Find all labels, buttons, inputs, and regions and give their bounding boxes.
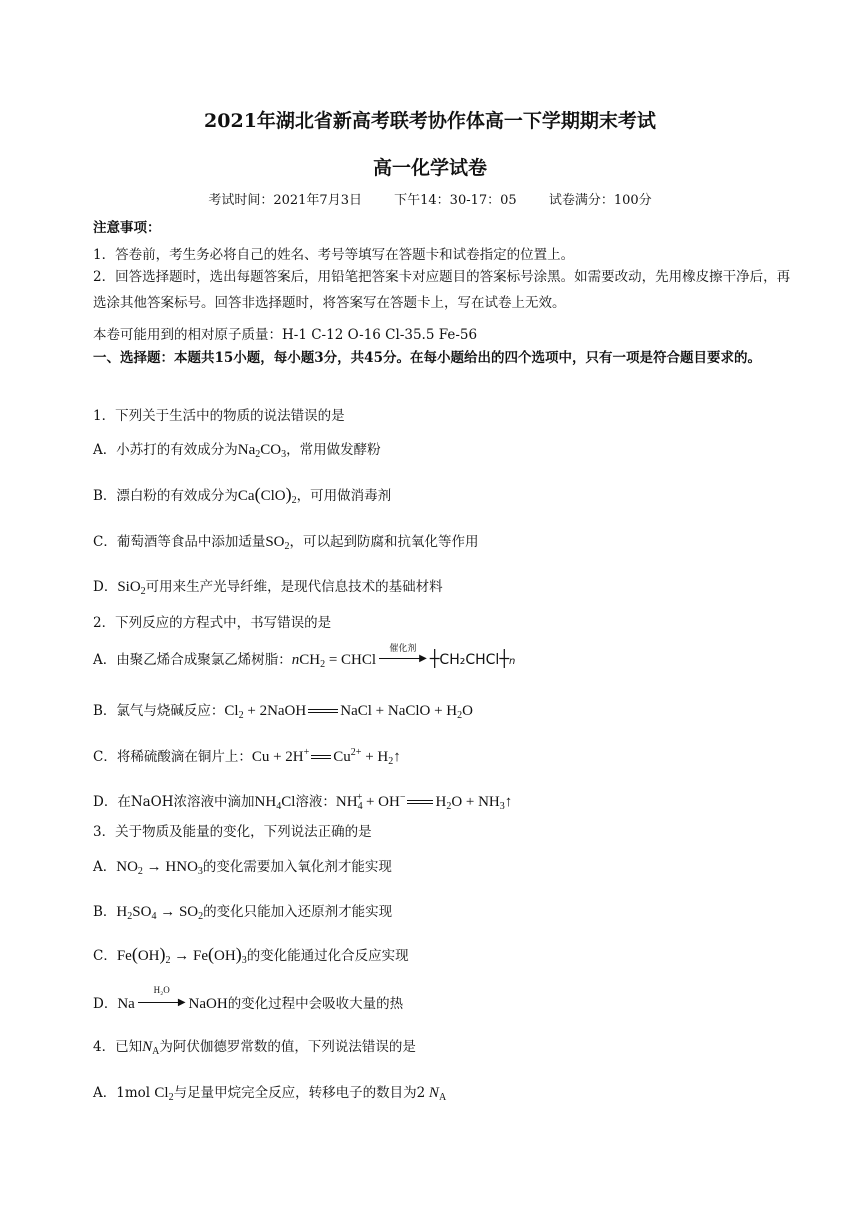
- atomic-mass-note: 本卷可能用到的相对原子质量：H-1 C-12 O-16 Cl-35.5 Fe-56: [93, 327, 478, 343]
- exam-subtitle: 高一化学试卷: [372, 157, 487, 179]
- q4-stem-post: 为阿伏伽德罗常数的值，下列说法错误的是: [159, 1039, 416, 1055]
- q4-stem: [93, 1035, 416, 1057]
- q1-d-post: 可用来生产光导纤维，是现代信息技术的基础材料: [145, 579, 443, 595]
- q4-a-post: 与足量甲烷完全反应，转移电子的数目为2: [173, 1085, 426, 1101]
- q2-option-d: [93, 790, 512, 812]
- q1-d-pre: D．: [93, 579, 118, 595]
- q3-b-pre: B．: [93, 904, 117, 920]
- q3-c-post: 的变化能通过化合反应实现: [246, 948, 409, 964]
- q4-stem-pre: 4．已知: [93, 1039, 143, 1055]
- q1-b-pre: B．漂白粉的有效成分为: [93, 488, 238, 504]
- formula-ca-clo2: $Ca(ClO)_2$: [237, 484, 297, 506]
- q1-option-a: [93, 438, 381, 460]
- q3-option-a: [93, 855, 392, 877]
- exam-meta: [0, 189, 860, 208]
- symbol-na-2: $N_A$: [428, 1085, 447, 1103]
- polymer-formula: ┼CH₂CHCl┼n: [429, 649, 516, 668]
- q3-option-b: [93, 900, 392, 922]
- q1-stem: 1．下列关于生活中的物质的说法错误的是: [93, 408, 345, 424]
- q3-d-post: 的变化过程中会吸收大量的热: [227, 996, 404, 1012]
- formula-nh4cl: $NH_4Cl$: [254, 794, 296, 812]
- q3-b-post: 的变化只能加入还原剂才能实现: [203, 904, 393, 920]
- q1-option-c: [93, 530, 479, 552]
- formula-na2co3: $Na_2CO_3$: [237, 442, 287, 460]
- note-item-1: 1．答卷前，考生务必将自己的姓名、考号等填写在答题卡和试卷指定的位置上。: [93, 247, 575, 263]
- symbol-na: $N_A$: [142, 1039, 160, 1057]
- q2-a-pre: A．由聚乙烯合成聚氯乙烯树脂：: [93, 652, 292, 668]
- q3-option-c: [93, 944, 409, 966]
- water-arrow: H₂O ▶: [138, 996, 186, 1013]
- equation-cl2-naoh: $Cl_2$ + 2NaOH NaCl + NaClO + $H_2O$: [224, 703, 473, 721]
- section1-heading: 一、选择题：本题共15小题，每小题3分，共45分。在每小题给出的四个选项中，只有一项是符合题目要求的。: [93, 350, 761, 366]
- q2-b-pre: B．氯气与烧碱反应：: [93, 703, 225, 719]
- q2-c-pre: C．将稀硫酸滴在铜片上：: [93, 749, 252, 765]
- formula-cl2: $Cl_2$: [154, 1085, 174, 1103]
- q3-a-pre: A．: [93, 859, 117, 875]
- q2-option-b: [93, 699, 473, 721]
- q3-option-d: [93, 985, 404, 1013]
- q4-a-pre: A．1mol: [93, 1085, 155, 1101]
- formula-so2: $SO_2$: [265, 534, 290, 552]
- equation-cu-h: Cu + 2H+ $Cu^{2+}$ + $H_2↑$: [251, 747, 401, 767]
- equation-na-naoh: Na H₂O ▶ NaOH: [117, 985, 228, 1012]
- q3-a-post: 的变化需要加入氧化剂才能实现: [202, 859, 392, 875]
- q3-c-pre: C．: [93, 948, 117, 964]
- q1-a-post: ，常用做发酵粉: [286, 442, 381, 458]
- q4-option-a: [93, 1081, 446, 1103]
- q2-d-mid: 溶液：: [295, 794, 336, 810]
- catalyst-label: 催化剂: [389, 643, 417, 653]
- catalyst-arrow: 催化剂 ▶: [379, 652, 427, 669]
- formula-no2-hno3: $NO_2 \to HNO_3$: [116, 859, 203, 877]
- q1-c-post: ，可以起到防腐和抗氧化等作用: [289, 534, 479, 550]
- notes-heading: 注意事项：: [93, 220, 161, 236]
- q1-a-pre: A．小苏打的有效成分为: [93, 442, 238, 458]
- q2-d-pre: D．在NaOH浓溶液中滴加: [93, 794, 255, 810]
- full-score: 试卷满分：100分: [548, 193, 652, 208]
- formula-feoh2-feoh3: $Fe(OH)_2 \to Fe(OH)_3$: [116, 944, 247, 966]
- q3-stem: 3．关于物质及能量的变化，下列说法正确的是: [93, 824, 372, 840]
- q2-option-a: [93, 643, 516, 670]
- exam-time-range: 下午14：30-17：05: [394, 193, 517, 208]
- equation-nh4-oh: $NH_4^+ + OH^-$ $H_2O$ + $NH_3↑$: [335, 792, 513, 812]
- q1-option-d: [93, 575, 443, 597]
- equation-pvc: nCH$_2$ = CHCl 催化剂 ▶ ┼CH₂CHCl┼n: [291, 643, 516, 670]
- exam-title: 2021年湖北省新高考联考协作体高一下学期期末考试: [204, 110, 656, 132]
- exam-time: 考试时间：2021年7月3日: [208, 193, 362, 208]
- note-item-2: 2．回答选择题时，选出每题答案后，用铅笔把答案卡对应题目的答案标号涂黑。如需要改动，先用橡皮擦干净后，再选涂其他答案标号。回答非选择题时，将答案写在答题卡上，写在试卷上无效。: [93, 269, 791, 311]
- formula-sio2: SiO$_2$: [117, 579, 146, 597]
- q1-option-b: [93, 484, 391, 506]
- q3-d-pre: D．: [93, 996, 118, 1012]
- formula-h2so4-so2: $H_2SO_4 \to SO_2$: [116, 904, 204, 922]
- q1-b-post: ，可用做消毒剂: [296, 488, 392, 504]
- water-label: H₂O: [153, 985, 170, 995]
- q2-option-c: [93, 745, 401, 767]
- q2-stem: 2．下列反应的方程式中，书写错误的是: [93, 615, 332, 631]
- q1-c-pre: C．葡萄酒等食品中添加适量: [93, 534, 266, 550]
